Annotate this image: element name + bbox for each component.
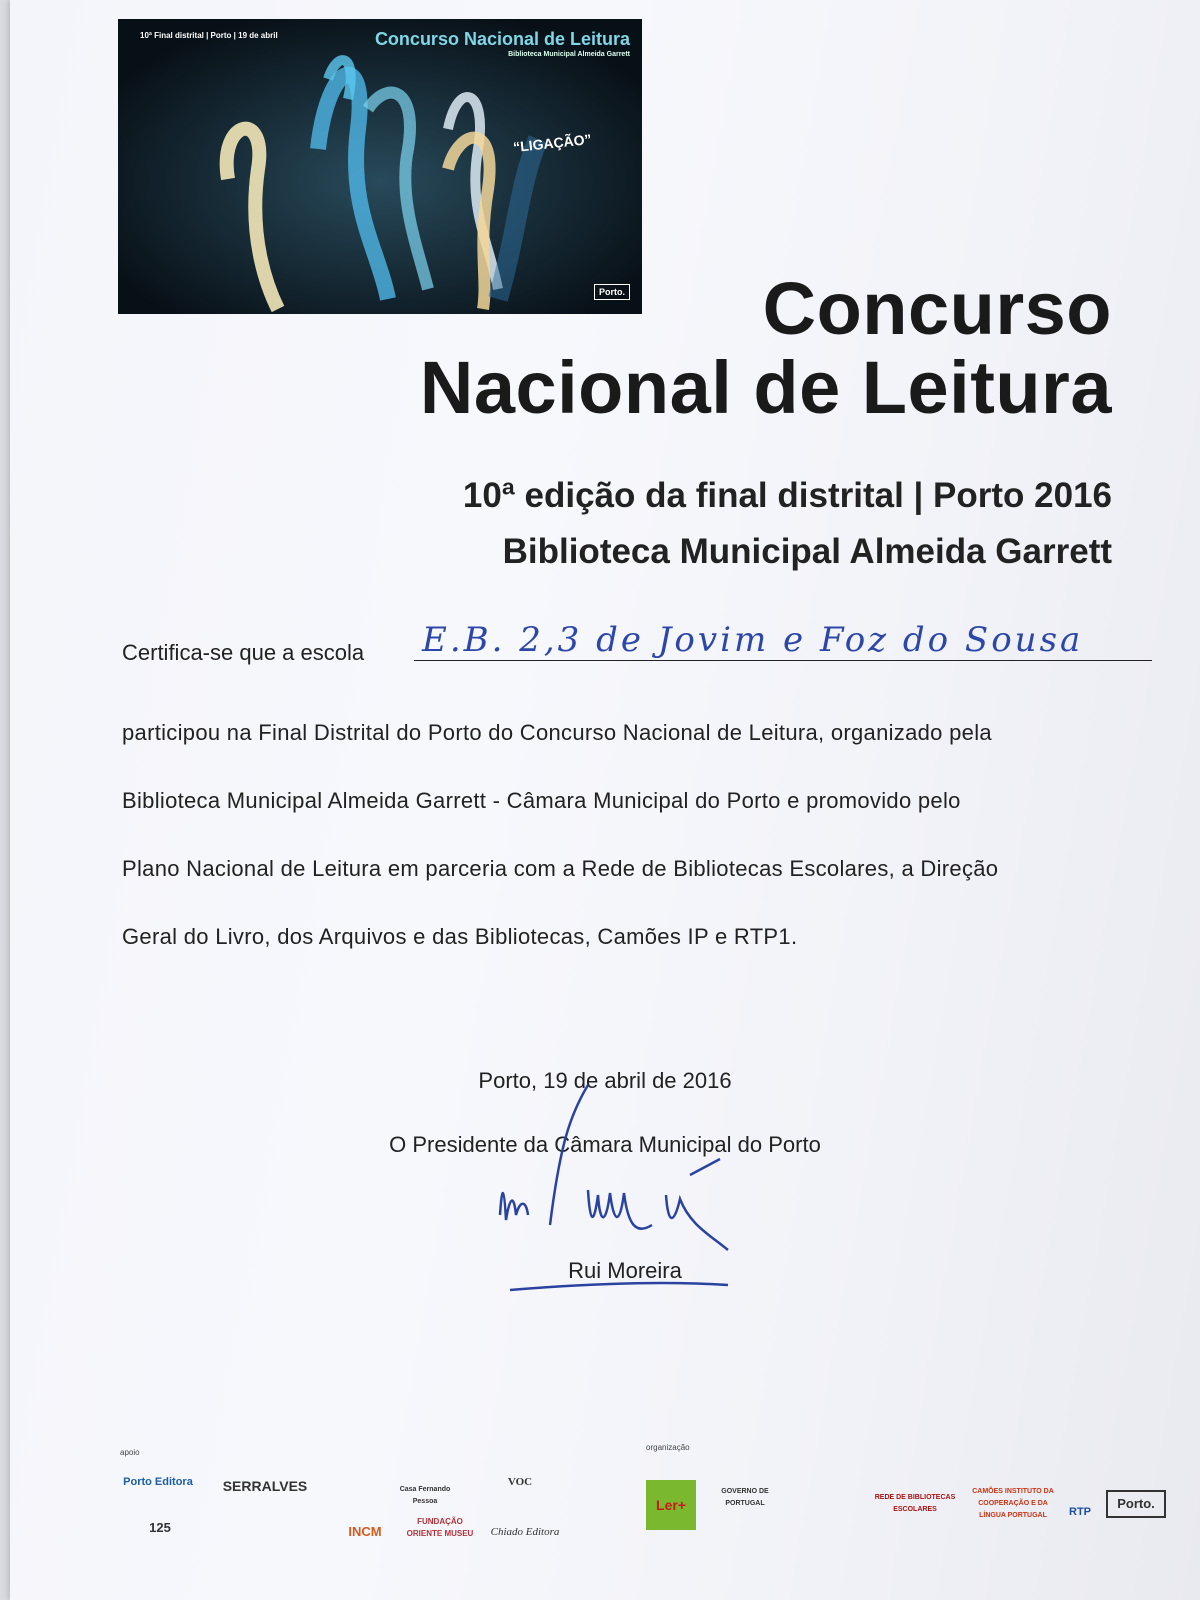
- light-painting-image: [118, 19, 642, 314]
- heading-line-1: Concurso: [762, 267, 1112, 350]
- library-subtitle: Biblioteca Municipal Almeida Garrett: [502, 532, 1112, 571]
- fundacao-oriente-logo: FUNDAÇÃO ORIENTE MUSEU: [406, 1517, 474, 1538]
- certificate-sheet: [10, 0, 1200, 1600]
- poster-edition-line: 10ª Final distrital | Porto | 19 de abril: [140, 31, 278, 40]
- poster-title: Concurso Nacional de Leitura: [374, 29, 630, 49]
- rede-bibliotecas-logo: REDE DE BIBLIOTECAS ESCOLARES: [874, 1494, 956, 1513]
- school-underline: [414, 660, 1152, 661]
- body-line-3: Plano Nacional de Leitura em parceria com a Rede de Bibliotecas Escolares, a Direção: [122, 856, 999, 881]
- school-name-handwritten: E.B. 2,3 de Jovim e Foz do Sousa: [422, 620, 1084, 660]
- poster-theme: “LIGAÇÃO”: [512, 130, 593, 156]
- ler-plus-logo: Ler+: [646, 1480, 696, 1530]
- governo-portugal-logo: GOVERNO DE PORTUGAL: [721, 1488, 769, 1507]
- anniversary-125-logo: 125: [149, 1520, 171, 1535]
- signer-name: Rui Moreira: [568, 1258, 682, 1283]
- organization-label: organização: [646, 1443, 690, 1452]
- body-line-1: participou na Final Distrital do Porto do Concurso Nacional de Leitura, organizado pela: [122, 720, 992, 745]
- camoes-logo: CAMÕES INSTITUTO DA COOPERAÇÃO E DA LÍNGUA PORTUGAL: [972, 1488, 1054, 1519]
- serralves-logo: SERRALVES: [222, 1478, 308, 1494]
- chiado-editora-logo: Chiado Editora: [490, 1526, 560, 1538]
- support-label: apoio: [120, 1448, 140, 1457]
- heading-line-2: Nacional de Leitura: [419, 346, 1112, 429]
- rtp-logo: RTP: [1069, 1506, 1091, 1518]
- casa-fernando-pessoa-logo: Casa Fernando Pessoa: [399, 1486, 451, 1505]
- poster-porto-logo: Porto.: [594, 284, 630, 300]
- signer-title: O Presidente da Câmara Municipal do Porto: [389, 1132, 821, 1157]
- event-poster: [118, 19, 642, 314]
- certify-label: Certifica-se que a escola: [122, 640, 365, 665]
- porto-logo: Porto.: [1106, 1490, 1166, 1518]
- porto-editora-logo: Porto Editora: [123, 1476, 193, 1488]
- edition-subtitle: 10ª edição da final distrital | Porto 2016: [462, 476, 1112, 515]
- issue-date: Porto, 19 de abril de 2016: [478, 1068, 732, 1093]
- incm-logo: INCM: [348, 1524, 382, 1539]
- body-line-4: Geral do Livro, dos Arquivos e das Bibliotecas, Camões IP e RTP1.: [122, 924, 798, 949]
- body-line-2: Biblioteca Municipal Almeida Garrett - Câmara Municipal do Porto e promovido pelo: [122, 788, 961, 813]
- voc-logo: VOC: [507, 1476, 533, 1488]
- poster-subtitle: Biblioteca Municipal Almeida Garrett: [508, 51, 630, 58]
